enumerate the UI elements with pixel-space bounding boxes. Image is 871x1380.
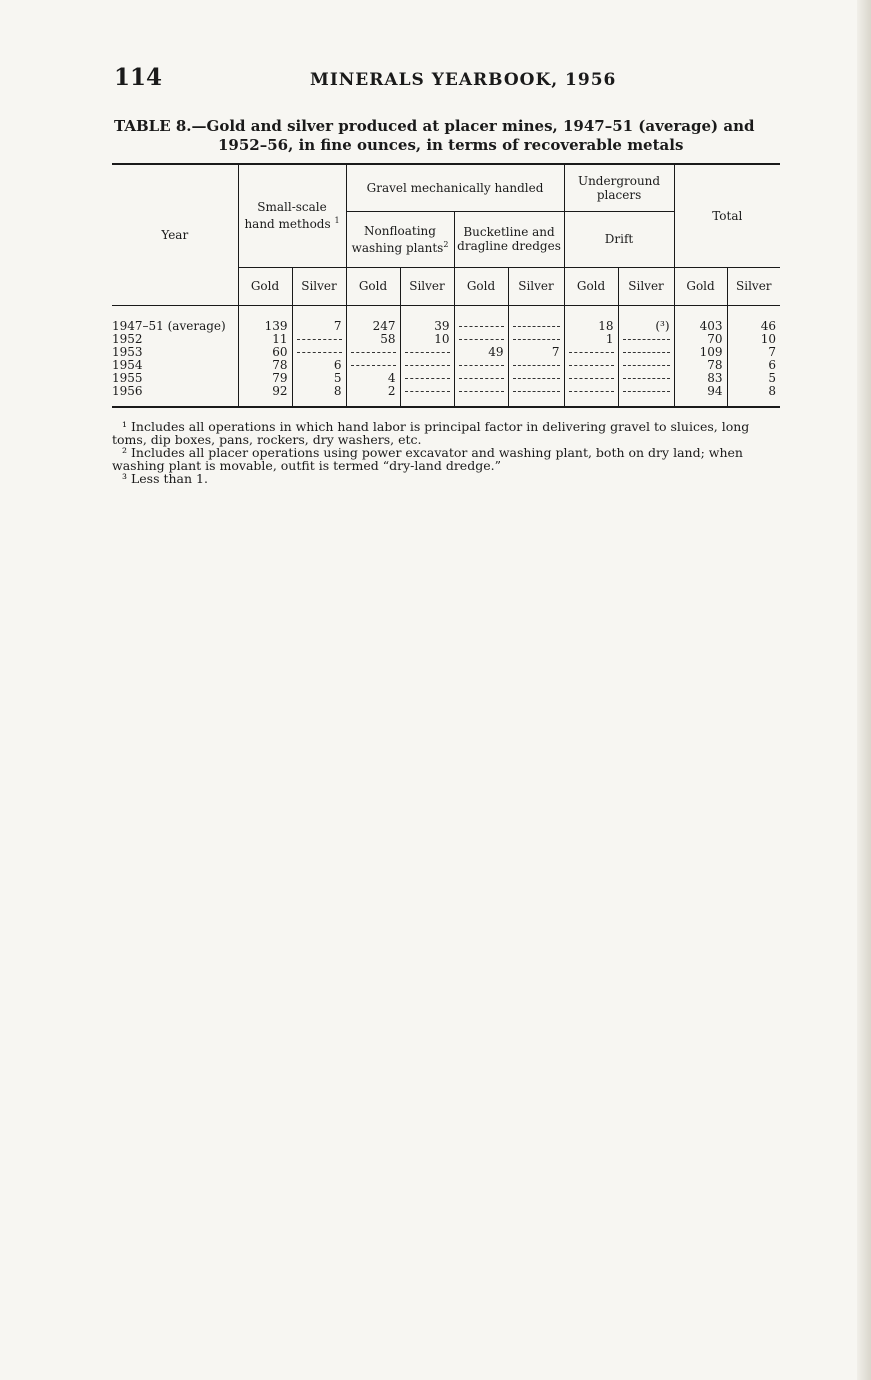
empty-dash [569,391,614,392]
cell-dr-silver [618,346,674,359]
cell-nf-silver: 10 [400,333,454,346]
table-body [112,305,780,406]
empty-dash [351,352,396,353]
cell-tot-gold: 403 [674,305,727,333]
header-underground-placers: Underground placers [564,165,674,211]
header-gold: Gold [346,267,400,305]
header-silver: Silver [400,267,454,305]
cell-dr-gold [564,359,618,372]
empty-dash [513,365,560,366]
cell-bd-gold [454,333,508,346]
header-drift: Drift [564,211,674,267]
header-gold: Gold [238,267,292,305]
table-row [112,372,780,385]
cell-nf-silver [400,385,454,406]
cell-nf-gold: 58 [346,333,400,346]
empty-dash [459,391,504,392]
cell-year [112,385,238,406]
cell-ss-gold: 78 [238,359,292,372]
page-number: 114 [114,64,163,91]
cell-ss-silver: 7 [292,305,346,333]
empty-dash [569,352,614,353]
year-label: 1956 [112,383,143,398]
cell-ss-gold: 92 [238,385,292,406]
header-gold: Gold [674,267,727,305]
cell-tot-gold: 78 [674,359,727,372]
cell-dr-silver [618,372,674,385]
empty-dash [623,378,670,379]
header-silver: Silver [727,267,780,305]
empty-dash [459,378,504,379]
cell-nf-gold [346,346,400,359]
cell-bd-silver [508,372,564,385]
cell-nf-gold: 4 [346,372,400,385]
empty-dash [405,365,450,366]
table-row [112,305,780,333]
empty-dash [513,391,560,392]
cell-ss-silver [292,333,346,346]
year-label: 1947–51 (average) [112,318,226,333]
footnote-3: ³ Less than 1. [122,471,208,486]
year-label: 1952 [112,331,143,346]
cell-bd-silver [508,359,564,372]
empty-dash [623,339,670,340]
table-title-line-2: 1952–56, in fine ounces, in terms of recoverable metals [218,136,684,154]
header-silver: Silver [292,267,346,305]
year-label: 1953 [112,344,143,359]
cell-nf-gold: 247 [346,305,400,333]
cell-nf-gold [346,359,400,372]
empty-dash [297,352,342,353]
cell-dr-gold [564,385,618,406]
empty-dash [513,378,560,379]
cell-ss-gold: 139 [238,305,292,333]
cell-nf-gold: 2 [346,385,400,406]
table-bottom-rule [112,406,780,408]
cell-tot-gold: 83 [674,372,727,385]
running-head: MINERALS YEARBOOK, 1956 [310,70,617,90]
header-silver: Silver [618,267,674,305]
header-gold: Gold [454,267,508,305]
cell-tot-silver: 10 [760,331,777,346]
cell-dr-gold: 1 [564,333,618,346]
header-nonfloating: Nonfloating washing plants$^2$ [346,211,454,267]
cell-nf-silver [400,346,454,359]
empty-dash [513,339,560,340]
table-row [112,359,780,372]
cell-bd-gold [454,359,508,372]
header-total: Total [674,165,780,267]
cell-bd-silver [508,385,564,406]
cell-dr-silver [618,359,674,372]
cell-dr-gold [564,372,618,385]
cell-tot-gold: 109 [674,346,727,359]
empty-dash [405,391,450,392]
empty-dash [459,339,504,340]
table-row [112,333,780,346]
cell-tot-gold: 70 [674,333,727,346]
empty-dash [623,391,670,392]
data-table [112,165,780,406]
cell-year [112,305,238,333]
cell-tot-gold: 94 [674,385,727,406]
cell-ss-silver [292,346,346,359]
cell-ss-silver: 6 [292,359,346,372]
table-row [112,385,780,406]
cell-dr-gold [564,346,618,359]
table-title [114,117,784,155]
cell-tot-silver: 6 [768,357,777,372]
cell-bd-gold [454,372,508,385]
data-table-container [112,163,780,408]
cell-bd-gold [454,385,508,406]
header-year: Year [112,165,238,305]
cell-dr-silver [618,385,674,406]
empty-dash [459,326,504,327]
page-edge-scan-shadow [857,0,871,1380]
cell-nf-silver [400,359,454,372]
table-row [112,346,780,359]
cell-bd-gold: 49 [454,346,508,359]
empty-dash [459,365,504,366]
year-label: 1955 [112,370,143,385]
cell-dr-gold: 18 [564,305,618,333]
cell-ss-silver: 8 [292,385,346,406]
cell-ss-gold: 79 [238,372,292,385]
empty-dash [351,365,396,366]
cell-bd-silver [508,333,564,346]
empty-dash [297,339,342,340]
year-label: 1954 [112,357,143,372]
footnotes [112,420,782,485]
cell-dr-silver [618,333,674,346]
cell-bd-gold [454,305,508,333]
header-bucketline: Bucketline and dragline dredges [454,211,564,267]
empty-dash [513,326,560,327]
cell-tot-silver: 7 [768,344,777,359]
header-small-scale: Small-scale hand methods $^1$ [238,165,346,267]
header-gold: Gold [564,267,618,305]
empty-dash [405,352,450,353]
header-gravel-mechanically-handled: Gravel mechanically handled [346,165,564,211]
cell-tot-silver: 8 [768,383,777,398]
cell-ss-gold: 11 [238,333,292,346]
cell-ss-gold: 60 [238,346,292,359]
empty-dash [623,352,670,353]
footnote-1: ¹ Includes all operations in which hand labor is principal factor in delivering gravel to sluices, long toms, dip boxes, pans, rockers, dry washers, etc. [112,419,750,447]
cell-tot-silver: 46 [760,318,777,333]
cell-ss-silver: 5 [292,372,346,385]
cell-tot-silver: 5 [768,370,777,385]
cell-nf-silver [400,372,454,385]
cell-bd-silver: 7 [508,346,564,359]
empty-dash [405,378,450,379]
empty-dash [569,378,614,379]
table-title-line-1: TABLE 8.—Gold and silver produced at placer mines, 1947–51 (average) and [114,117,755,135]
header-silver: Silver [508,267,564,305]
cell-nf-silver: 39 [400,305,454,333]
footnote-2: ² Includes all placer operations using power excavator and washing plant, both on dry land; when washing plant is movable, outfit is termed “dry-land dredge.” [112,445,743,473]
empty-dash [569,365,614,366]
cell-dr-silver: (³) [618,305,674,333]
empty-dash [623,365,670,366]
cell-bd-silver [508,305,564,333]
